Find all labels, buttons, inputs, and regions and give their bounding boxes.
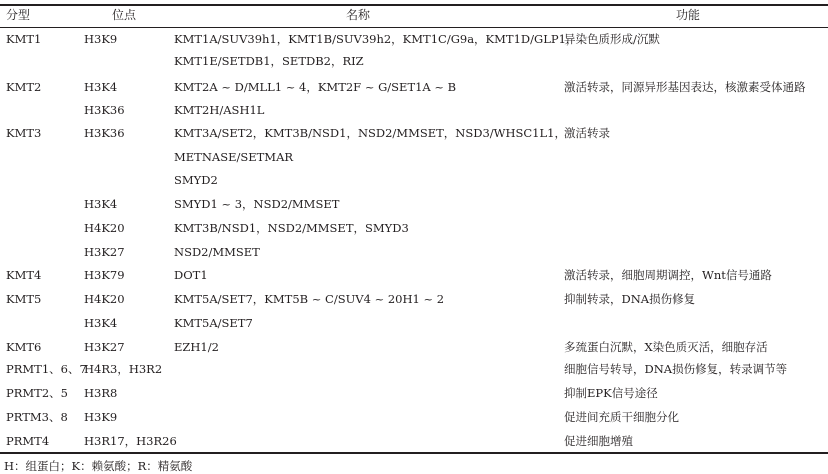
top-rule: [0, 4, 828, 6]
cell-function: 多巯蛋白沉默，X染色质灭活，细胞存活: [564, 340, 768, 354]
cell-site: H3K4: [84, 197, 118, 211]
cell-function: 促进间充质干细胞分化: [564, 410, 679, 424]
header-function: 功能: [676, 8, 701, 22]
cell-type: KMT5: [6, 292, 42, 306]
cell-type: PRMT2、5: [6, 386, 68, 400]
cell-type: KMT3: [6, 126, 42, 140]
cell-name: KMT3B/NSD1，NSD2/MMSET，SMYD3: [174, 221, 409, 235]
header-rule: [0, 27, 828, 28]
cell-type: KMT4: [6, 268, 42, 282]
cell-site: H4K20: [84, 221, 125, 235]
header-site: 位点: [112, 8, 137, 22]
cell-name: SMYD1 ~ 3，NSD2/MMSET: [174, 197, 340, 211]
cell-function: 激活转录，同源异形基因表达，核激素受体通路: [564, 80, 806, 94]
cell-name: KMT3A/SET2，KMT3B/NSD1，NSD2/MMSET，NSD3/WHSC1L1，: [174, 126, 566, 140]
cell-function: 抑制EPK信号途径: [564, 386, 658, 400]
cell-name: METNASE/SETMAR: [174, 150, 294, 164]
cell-function: 促进细胞增殖: [564, 434, 633, 448]
cell-function: 激活转录: [564, 126, 610, 140]
cell-name: KMT2H/ASH1L: [174, 103, 265, 117]
cell-site: H3K27: [84, 340, 125, 354]
cell-name: KMT1E/SETDB1，SETDB2，RIZ: [174, 54, 364, 68]
cell-site: H3K27: [84, 245, 125, 259]
cell-site: H3K79: [84, 268, 125, 282]
cell-name: EZH1/2: [174, 340, 219, 354]
cell-site: H3K36: [84, 126, 125, 140]
cell-name: DOT1: [174, 268, 208, 282]
cell-site: H3K9: [84, 32, 118, 46]
cell-type: PRMT1、6、7: [6, 362, 87, 376]
cell-function: 细胞信号转导，DNA损伤修复，转录调节等: [564, 362, 788, 376]
cell-type: KMT6: [6, 340, 42, 354]
cell-type: PRTM3、8: [6, 410, 68, 424]
header-name: 名称: [346, 8, 371, 22]
cell-site: H3R8: [84, 386, 118, 400]
cell-site: H3K4: [84, 80, 118, 94]
cell-site: H3R17，H3R26: [84, 434, 177, 448]
cell-function: 激活转录，细胞周期调控，Wnt信号通路: [564, 268, 772, 282]
cell-name: KMT5A/SET7，KMT5B ~ C/SUV4 ~ 20H1 ~ 2: [174, 292, 445, 306]
cell-name: SMYD2: [174, 173, 218, 187]
table-footnote: H：组蛋白；K：赖氨酸；R：精氨酸: [4, 459, 193, 473]
cell-site: H4R3，H3R2: [84, 362, 163, 376]
cell-site: H3K9: [84, 410, 118, 424]
header-type: 分型: [6, 8, 31, 22]
cell-site: H3K36: [84, 103, 125, 117]
cell-site: H4K20: [84, 292, 125, 306]
cell-name: KMT1A/SUV39h1，KMT1B/SUV39h2，KMT1C/G9a，KMT1D/GLP1，: [174, 32, 578, 46]
cell-type: KMT2: [6, 80, 42, 94]
cell-function: 异染色质形成/沉默: [564, 32, 660, 46]
cell-name: KMT5A/SET7: [174, 316, 253, 330]
cell-function: 抑制转录，DNA损伤修复: [564, 292, 696, 306]
cell-type: KMT1: [6, 32, 42, 46]
cell-site: H3K4: [84, 316, 118, 330]
cell-type: PRMT4: [6, 434, 50, 448]
cell-name: KMT2A ~ D/MLL1 ~ 4，KMT2F ~ G/SET1A ~ B: [174, 80, 457, 94]
cell-name: NSD2/MMSET: [174, 245, 260, 259]
bottom-rule: [0, 452, 828, 454]
